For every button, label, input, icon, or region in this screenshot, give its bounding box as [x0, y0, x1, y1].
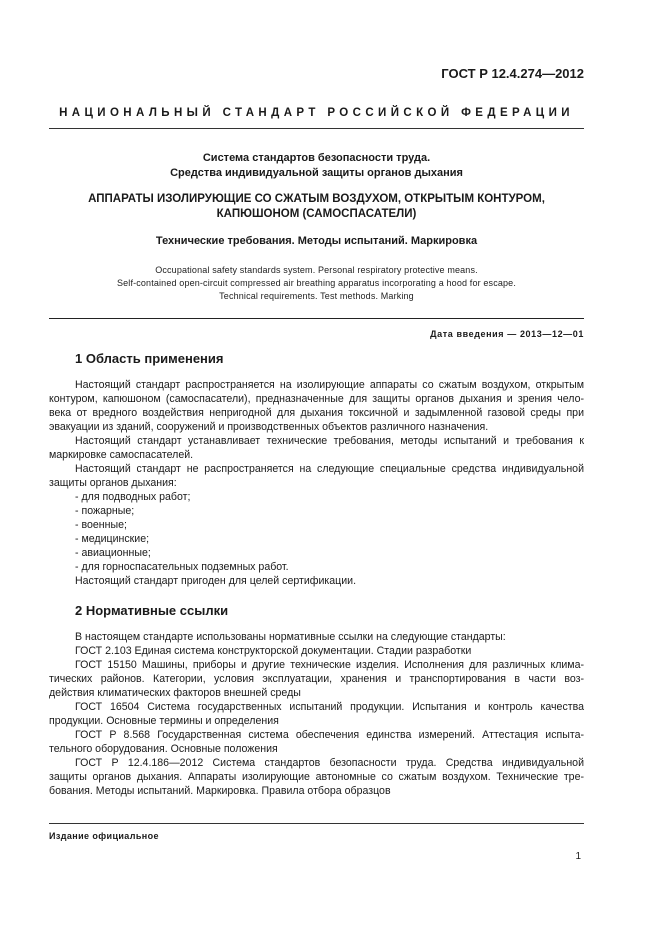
section-2-heading: 2 Нормативные ссылки: [75, 603, 229, 618]
list-item: - медицинские;: [75, 533, 150, 545]
list-item: - для горноспасательных подземных работ.: [75, 561, 289, 573]
main-title-line2: КАПЮШОНОМ (САМОСПАСАТЕЛИ): [216, 208, 417, 220]
reference-line: ГОСТ Р 12.4.186—2012 Система стандартов безопасности труда. Средства индивидуальной: [75, 757, 584, 769]
reference-line: защиты органов дыхания. Аппараты изолирующие автономные со сжатым воздухом. Технические тре-: [49, 771, 584, 783]
reference-line: ГОСТ 15150 Машины, приборы и другие технические изделия. Исполнения для различных клима-: [75, 659, 584, 671]
list-item: - для подводных работ;: [75, 491, 191, 503]
official-edition-label: Издание официальное: [49, 831, 159, 841]
reference-line: ГОСТ 2.103 Единая система конструкторской документации. Стадии разработки: [75, 645, 472, 657]
reference-line: ГОСТ Р 8.568 Государственная система обеспечения единства измерений. Аттестация испыта-: [75, 729, 584, 741]
paragraph-line: контуром, капюшоном (самоспасатели), предназначенные для защиты органов дыхания и зрения чело-: [49, 393, 584, 405]
section-1-heading: 1 Область применения: [75, 351, 224, 366]
list-item: - военные;: [75, 519, 127, 531]
system-title-line2: Средства индивидуальной защиты органов дыхания: [170, 167, 463, 179]
paragraph-line: Настоящий стандарт пригоден для целей сертификации.: [75, 575, 357, 587]
english-title-line1: Occupational safety standards system. Personal respiratory protective means.: [155, 265, 478, 275]
reference-line: бования. Методы испытаний. Маркировка. Правила отбора образцов: [49, 785, 391, 797]
system-title-line1: Система стандартов безопасности труда.: [202, 152, 431, 164]
introduction-date: Дата введения — 2013—12—01: [430, 329, 584, 339]
title-divider: [49, 318, 584, 319]
reference-line: продукции. Основные термины и определения: [49, 715, 279, 727]
english-title-line3: Technical requirements. Test methods. Marking: [219, 291, 414, 301]
paragraph-line: Настоящий стандарт устанавливает технические требования, методы испытаний и требования к: [75, 435, 584, 447]
reference-line: тических районов. Категории, условия эксплуатации, хранения и транспортирования в части воз-: [49, 673, 584, 685]
english-title-line2: Self-contained open-circuit compressed air breathing apparatus incorporating a hood for escape.: [117, 278, 516, 288]
reference-line: действия климатических факторов внешней среды: [49, 687, 301, 699]
paragraph-line: эвакуации из зданий, сооружений и производственных объектов различного назначения.: [49, 421, 489, 433]
page-number: 1: [575, 851, 581, 862]
document-code: ГОСТ Р 12.4.274—2012: [441, 66, 584, 81]
paragraph-line: Настоящий стандарт не распространяется на следующие специальные средства индивидуальной: [75, 463, 584, 475]
paragraph-line: века от вредного воздействия непригодной для дыхания токсичной и задымленной газовой среды при: [49, 407, 584, 419]
footer-divider: [49, 823, 584, 824]
reference-line: ГОСТ 16504 Система государственных испытаний продукции. Испытания и контроль качества: [75, 701, 584, 713]
list-item: - авиационные;: [75, 547, 151, 559]
subtitle: Технические требования. Методы испытаний. Маркировка: [155, 235, 478, 247]
main-title-line1: АППАРАТЫ ИЗОЛИРУЮЩИЕ СО СЖАТЫМ ВОЗДУХОМ, ОТКРЫТЫМ КОНТУРОМ,: [88, 193, 545, 205]
header-divider: [49, 128, 584, 129]
national-standard-banner: НАЦИОНАЛЬНЫЙ СТАНДАРТ РОССИЙСКОЙ ФЕДЕРАЦИИ: [59, 107, 574, 119]
paragraph-line: Настоящий стандарт распространяется на изолирующие аппараты со сжатым воздухом, открытым: [75, 379, 584, 391]
paragraph-line: В настоящем стандарте использованы нормативные ссылки на следующие стандарты:: [75, 631, 506, 643]
paragraph-line: маркировке самоспасателей.: [49, 449, 194, 461]
reference-line: тельного оборудования. Основные положения: [49, 743, 278, 755]
list-item: - пожарные;: [75, 505, 135, 517]
paragraph-line: защиты органов дыхания:: [49, 477, 177, 489]
